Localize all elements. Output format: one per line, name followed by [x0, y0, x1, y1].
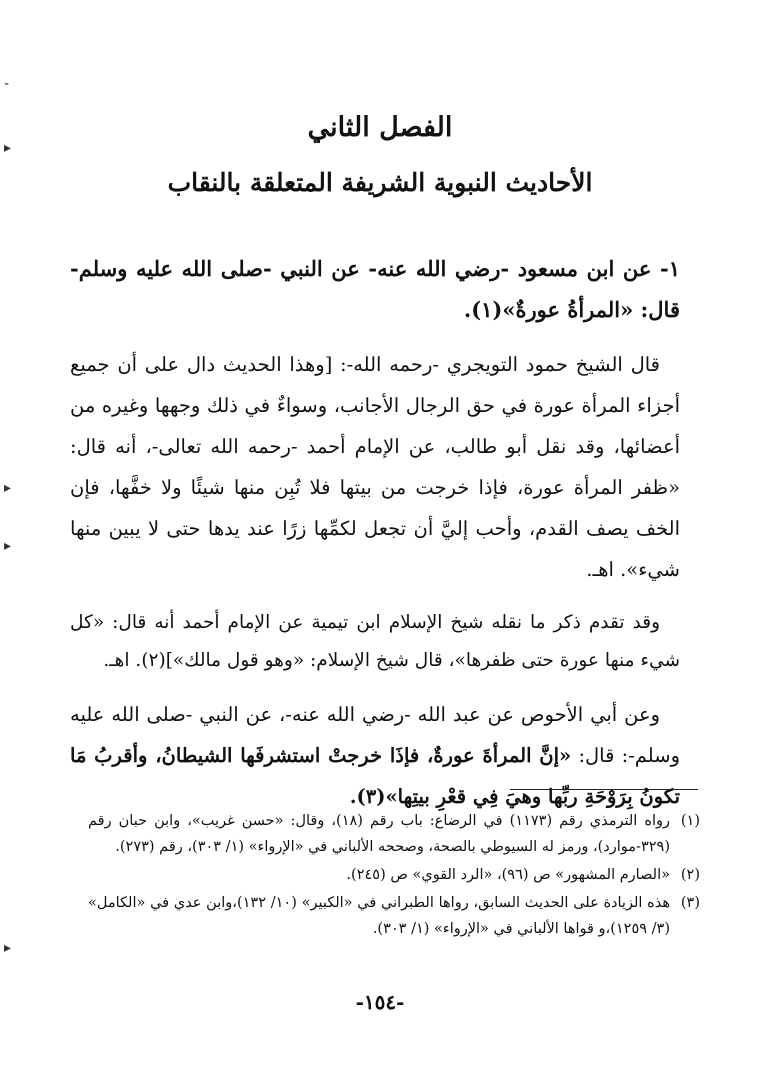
hadith-paragraph-2	[70, 694, 680, 817]
footnote-separator	[510, 789, 698, 790]
footnote-1	[88, 808, 700, 860]
scan-mark-icon: ▸	[4, 140, 12, 156]
footnote-number: (٣)	[680, 895, 700, 911]
chapter-subtitle: الأحاديث النبوية الشريفة المتعلقة بالنقاب	[167, 168, 593, 197]
hadith-2-text: «إنَّ المرأةَ عورةٌ، فإذَا خرجتْ استشرفَها الشيطانُ، وأقربُ مَا تكونُ بِرَوْحَةِ ربِّها وهيَ فِي قعْرِ بيتِها»(٣).	[70, 744, 680, 808]
scan-mark-icon: -	[4, 76, 10, 92]
footnote-text: «الصارم المشهور» ص (٩٦)، «الرد القوي» ص (٢٤٥).	[346, 867, 670, 883]
footnotes	[88, 808, 700, 944]
scan-mark-icon: ▸	[4, 538, 12, 554]
hadith-2-intro: وعن أبي الأحوص عن عبد الله -رضي الله عنه-، عن النبي -صلى الله عليه وسلم-: قال:	[70, 703, 680, 767]
footnote-2	[88, 862, 700, 888]
hadith-paragraph-1: ١- عن ابن مسعود -رضي الله عنه- عن النبي -صلى الله عليه وسلم- قال: «المرأةُ عورةٌ»(١).	[70, 256, 680, 322]
page-number: -١٥٤-	[355, 990, 405, 1014]
tuwaijri-paragraph: قال الشيخ حمود التويجري -رحمه الله-: [وهذا الحديث دال على أن جميع أجزاء المرأة عورة في حق الرجال الأجانب، وسواءٌ في ذلك وجهها وغيره من أعضائها، وقد نقل أبو طالب، عن الإمام أحمد -رحمه الله تعالى-، أنه قال: «ظفر المرأة عورة، فإذا خرجت من بيتها فلا تُبِن منها شيئًا ولا خفَّها، فإن الخف يصف القدم، وأحب إليَّ أن تجعل لكمِّها زرًا عند يدها حتى لا يبين منها شيء». اهـ.	[70, 353, 680, 581]
footnote-number: (١)	[680, 813, 700, 829]
main-text	[70, 248, 680, 831]
footnote-text: رواه الترمذي رقم (١١٧٣) في الرضاع: باب رقم (١٨)، وقال: «حسن غريب»، وابن حبان رقم (٣٢٩-موارد)، ورمز له السيوطي بالصحة، وصححه الألباني في «الإرواء» (١/ ٣٠٣)، رقم (٢٧٣).	[88, 813, 671, 855]
scan-mark-icon: ▸	[4, 940, 12, 956]
footnote-text: هذه الزيادة على الحديث السابق، رواها الطبراني في «الكبير» (١٠/ ١٣٢)،وابن عدي في «الكامل» (٣/ ١٢٥٩)،و قواها الألباني في «الإرواء» (١/ ٣٠٣).	[88, 895, 670, 937]
footnote-3	[88, 890, 700, 942]
scan-mark-icon: ▸	[4, 480, 12, 496]
ibn-taymiyyah-paragraph: وقد تقدم ذكر ما نقله شيخ الإسلام ابن تيمية عن الإمام أحمد أنه قال: «كل شيء منها عورة حتى ظفرها»، قال شيخ الإسلام: «وهو قول مالك»](٢). اهـ.	[70, 612, 680, 671]
chapter-title: الفصل الثاني	[307, 112, 453, 143]
footnote-number: (٢)	[680, 867, 700, 883]
